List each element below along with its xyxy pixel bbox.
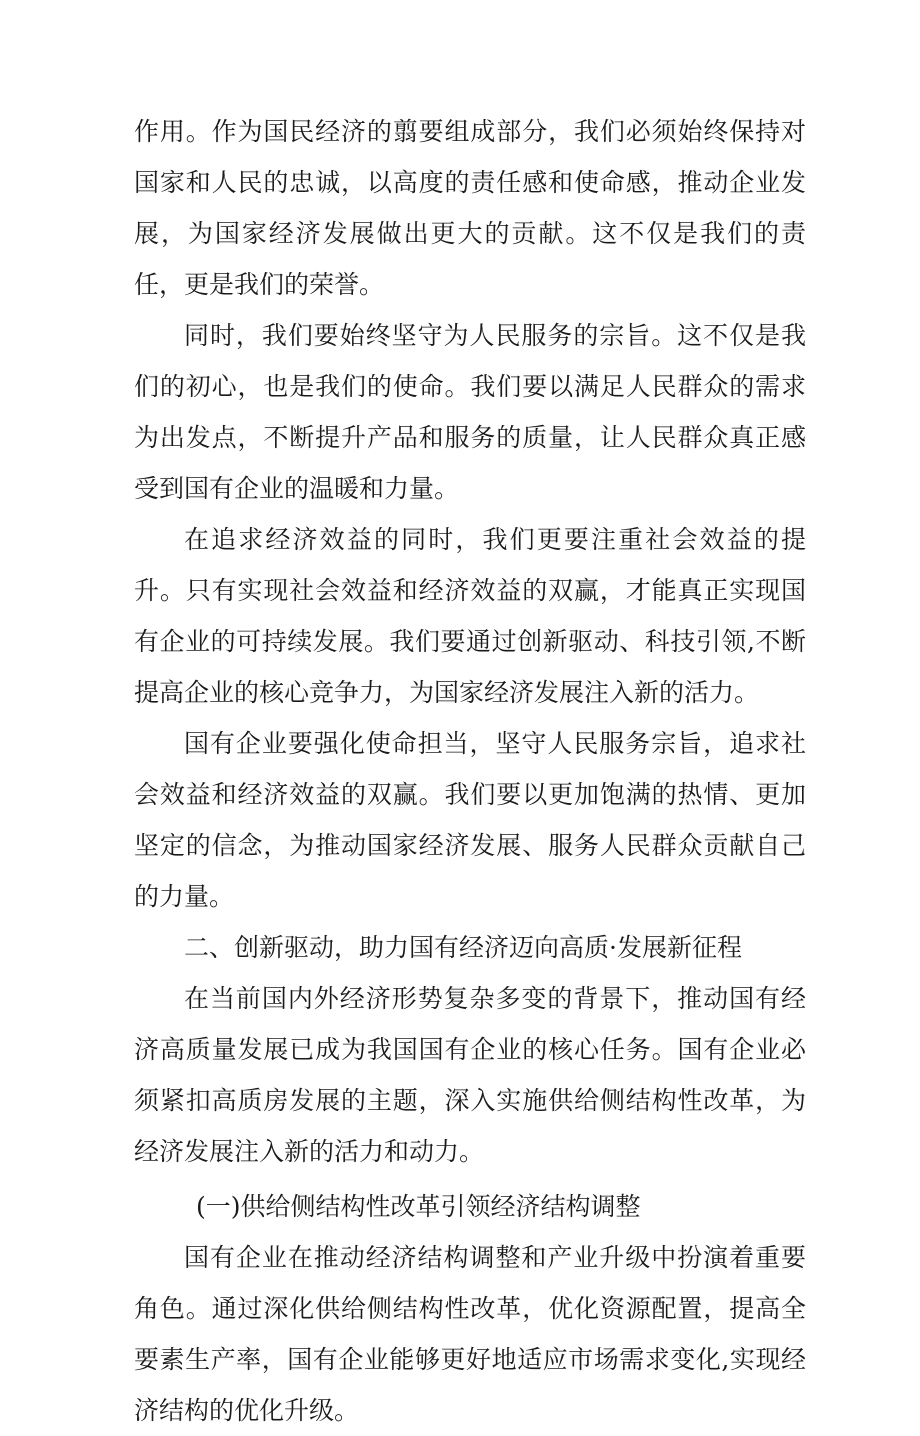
paragraph-supply-side: 国有企业在推动经济结构调整和产业升级中扮演着重要角色。通过深化供给侧结构性改革，优化资源配置，提高全要素生产率，国有企业能够更好地适应市场需求变化,实现经济结构的优化升级。 (134, 1243, 806, 1425)
paragraph-mission: 国有企业要强化使命担当，坚守人民服务宗旨，追求社会效益和经济效益的双赢。我们要以更加饱满的热情、更加坚定的信念，为推动国家经济发展、服务人民群众贡献自己的力量。 (134, 729, 806, 911)
paragraph-serve-people: 同时，我们要始终坚守为人民服务的宗旨。这不仅是我们的初心，也是我们的使命。我们要以满足人民群众的需求为出发点，不断提升产品和服务的质量，让人民群众真正感受到国有企业的温暖和力量。 (134, 321, 806, 503)
paragraph-continuation: 作用。作为国民经济的翦要组成部分，我们必须始终保持对国家和人民的忠诚，以高度的责任感和使命感，推动企业发展，为国家经济发展做出更大的贡献。这不仅是我们的责任，更是我们的荣誉。 (134, 117, 806, 299)
paragraph-social-benefit: 在追求经济效益的同时，我们更要注重社会效益的提升。只有实现社会效益和经济效益的双赢，才能真正实现国有企业的可持续发展。我们要通过创新驱动、科技引领,不断提高企业的核心竞争力，为国家经济发展注入新的活力。 (134, 525, 806, 707)
subsection-heading-1: (一)供给侧结构性改革引领经济结构调整 (196, 1192, 641, 1221)
paragraph-high-quality: 在当前国内外经济形势复杂多变的背景下，推动国有经济高质量发展已成为我国国有企业的核心任务。国有企业必须紧扣高质房发展的主题，深入实施供给侧结构性改革，为经济发展注入新的活力和动力。 (134, 984, 806, 1166)
section-heading-2: 二、创新驱动，助力国有经济迈向高质·发展新征程 (184, 933, 742, 962)
document-body (134, 106, 806, 1436)
